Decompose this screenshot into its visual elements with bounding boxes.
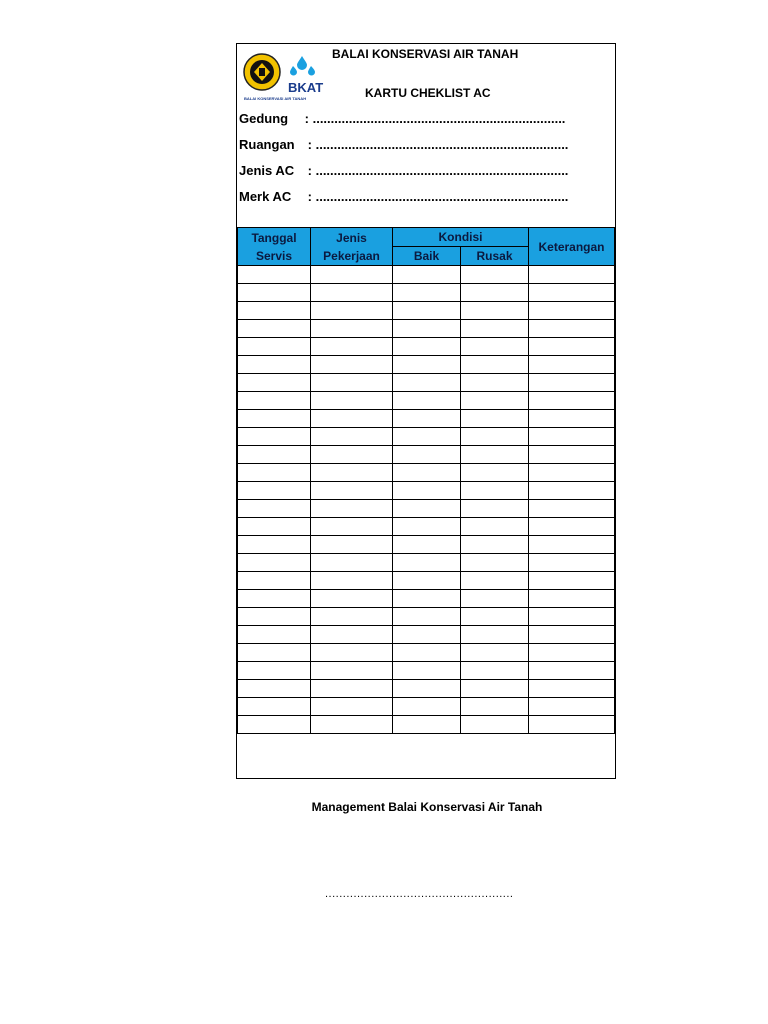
tanggal-cell[interactable] (238, 464, 311, 482)
baik-cell[interactable] (393, 554, 461, 572)
jenis-cell[interactable] (311, 590, 393, 608)
table-row (238, 446, 615, 464)
bkat-logo (242, 50, 326, 102)
jenis-cell[interactable] (311, 464, 393, 482)
rusak-cell[interactable] (461, 662, 529, 680)
rusak-cell[interactable] (461, 698, 529, 716)
baik-cell[interactable] (393, 608, 461, 626)
table-row (238, 716, 615, 734)
baik-cell[interactable] (393, 446, 461, 464)
jenis-cell[interactable] (311, 392, 393, 410)
tanggal-cell[interactable] (238, 428, 311, 446)
tanggal-cell[interactable] (238, 662, 311, 680)
jenis-cell[interactable] (311, 302, 393, 320)
rusak-cell[interactable] (461, 284, 529, 302)
jenis-cell[interactable] (311, 374, 393, 392)
table-row (238, 410, 615, 428)
jenis-cell[interactable] (311, 428, 393, 446)
keterangan-cell[interactable] (529, 500, 615, 518)
jenis-cell[interactable] (311, 410, 393, 428)
table-row (238, 536, 615, 554)
keterangan-cell[interactable] (529, 680, 615, 698)
checklist-table (237, 227, 615, 734)
baik-cell[interactable] (393, 464, 461, 482)
tanggal-cell[interactable] (238, 554, 311, 572)
tanggal-cell[interactable] (238, 320, 311, 338)
field-jenis-ac (239, 163, 568, 178)
rusak-cell[interactable] (461, 680, 529, 698)
tanggal-cell[interactable] (238, 392, 311, 410)
rusak-cell[interactable] (461, 644, 529, 662)
rusak-cell[interactable] (461, 518, 529, 536)
jenis-cell[interactable] (311, 536, 393, 554)
table-row (238, 320, 615, 338)
keterangan-cell[interactable] (529, 536, 615, 554)
rusak-cell[interactable] (461, 554, 529, 572)
jenis-cell[interactable] (311, 626, 393, 644)
table-row (238, 266, 615, 284)
table-row (238, 590, 615, 608)
keterangan-cell[interactable] (529, 266, 615, 284)
col-jenis-line1: Jenis (336, 230, 367, 245)
baik-cell[interactable] (393, 698, 461, 716)
table-row (238, 428, 615, 446)
field-label: Ruangan (239, 137, 295, 152)
table-row (238, 482, 615, 500)
jenis-cell[interactable] (311, 608, 393, 626)
management-title: Management Balai Konservasi Air Tanah (311, 800, 543, 814)
field-ruangan (239, 137, 568, 152)
field-merk-ac (239, 189, 568, 204)
tanggal-cell[interactable] (238, 590, 311, 608)
table-row (238, 698, 615, 716)
card-header (237, 44, 615, 227)
table-row (238, 662, 615, 680)
jenis-cell[interactable] (311, 446, 393, 464)
table-body (238, 266, 615, 734)
table-row (238, 626, 615, 644)
col-tanggal-line2: Servis (255, 248, 293, 263)
keterangan-cell[interactable] (529, 338, 615, 356)
baik-cell[interactable] (393, 644, 461, 662)
field-value[interactable]: ...................................................................... (315, 137, 569, 152)
rusak-cell[interactable] (461, 590, 529, 608)
keterangan-cell[interactable] (529, 446, 615, 464)
keterangan-cell[interactable] (529, 644, 615, 662)
rusak-cell[interactable] (461, 374, 529, 392)
field-label: Merk AC (239, 189, 292, 204)
baik-cell[interactable] (393, 284, 461, 302)
baik-cell[interactable] (393, 518, 461, 536)
rusak-cell[interactable] (461, 536, 529, 554)
baik-cell[interactable] (393, 680, 461, 698)
tanggal-cell[interactable] (238, 284, 311, 302)
jenis-cell[interactable] (311, 356, 393, 374)
table-row (238, 374, 615, 392)
table-row (238, 500, 615, 518)
keterangan-cell[interactable] (529, 482, 615, 500)
tanggal-cell[interactable] (238, 572, 311, 590)
signature-line[interactable]: ..................................................... (325, 888, 514, 900)
col-tanggal-servis (238, 228, 311, 266)
col-keterangan: Keterangan (529, 228, 615, 266)
jenis-cell[interactable] (311, 698, 393, 716)
jenis-cell[interactable] (311, 482, 393, 500)
col-jenis-pekerjaan (311, 228, 393, 266)
baik-cell[interactable] (393, 590, 461, 608)
table-row (238, 608, 615, 626)
rusak-cell[interactable] (461, 302, 529, 320)
rusak-cell[interactable] (461, 608, 529, 626)
jenis-cell[interactable] (311, 644, 393, 662)
tanggal-cell[interactable] (238, 266, 311, 284)
tanggal-cell[interactable] (238, 536, 311, 554)
field-sep: : (307, 189, 312, 204)
field-value[interactable]: ...................................................................... (315, 189, 569, 204)
tanggal-cell[interactable] (238, 698, 311, 716)
baik-cell[interactable] (393, 482, 461, 500)
field-gedung (239, 111, 565, 126)
field-sep: : (307, 137, 312, 152)
col-tanggal-line1: Tanggal (251, 230, 297, 245)
field-sep: : (307, 163, 312, 178)
table-row (238, 644, 615, 662)
organization-title: BALAI KONSERVASI AIR TANAH (332, 47, 519, 61)
field-label: Jenis AC (239, 163, 295, 178)
rusak-cell[interactable] (461, 428, 529, 446)
jenis-cell[interactable] (311, 320, 393, 338)
rusak-cell[interactable] (461, 338, 529, 356)
table-row (238, 518, 615, 536)
keterangan-cell[interactable] (529, 302, 615, 320)
keterangan-cell[interactable] (529, 356, 615, 374)
rusak-cell[interactable] (461, 320, 529, 338)
tanggal-cell[interactable] (238, 518, 311, 536)
baik-cell[interactable] (393, 572, 461, 590)
jenis-cell[interactable] (311, 266, 393, 284)
rusak-cell[interactable] (461, 410, 529, 428)
jenis-cell[interactable] (311, 716, 393, 734)
keterangan-cell[interactable] (529, 518, 615, 536)
tanggal-cell[interactable] (238, 482, 311, 500)
tanggal-cell[interactable] (238, 680, 311, 698)
table-row (238, 464, 615, 482)
col-kondisi: Kondisi (393, 228, 529, 247)
jenis-cell[interactable] (311, 554, 393, 572)
field-label: Gedung (239, 111, 289, 126)
tanggal-cell[interactable] (238, 608, 311, 626)
baik-cell[interactable] (393, 392, 461, 410)
jenis-cell[interactable] (311, 680, 393, 698)
jenis-cell[interactable] (311, 500, 393, 518)
rusak-cell[interactable] (461, 500, 529, 518)
rusak-cell[interactable] (461, 572, 529, 590)
rusak-cell[interactable] (461, 464, 529, 482)
jenis-cell[interactable] (311, 338, 393, 356)
jenis-cell[interactable] (311, 284, 393, 302)
baik-cell[interactable] (393, 626, 461, 644)
rusak-cell[interactable] (461, 626, 529, 644)
baik-cell[interactable] (393, 320, 461, 338)
tanggal-cell[interactable] (238, 500, 311, 518)
tanggal-cell[interactable] (238, 410, 311, 428)
table-row (238, 392, 615, 410)
table-row (238, 338, 615, 356)
table-row (238, 554, 615, 572)
baik-cell[interactable] (393, 662, 461, 680)
tanggal-cell[interactable] (238, 626, 311, 644)
baik-cell[interactable] (393, 356, 461, 374)
keterangan-cell[interactable] (529, 284, 615, 302)
field-value[interactable]: ...................................................................... (315, 163, 569, 178)
rusak-cell[interactable] (461, 392, 529, 410)
baik-cell[interactable] (393, 500, 461, 518)
keterangan-cell[interactable] (529, 464, 615, 482)
tanggal-cell[interactable] (238, 644, 311, 662)
baik-cell[interactable] (393, 410, 461, 428)
rusak-cell[interactable] (461, 266, 529, 284)
col-rusak: Rusak (461, 247, 529, 266)
baik-cell[interactable] (393, 536, 461, 554)
jenis-cell[interactable] (311, 662, 393, 680)
baik-cell[interactable] (393, 428, 461, 446)
keterangan-cell[interactable] (529, 716, 615, 734)
table-row (238, 302, 615, 320)
baik-cell[interactable] (393, 716, 461, 734)
tanggal-cell[interactable] (238, 338, 311, 356)
table-row (238, 356, 615, 374)
tanggal-cell[interactable] (238, 716, 311, 734)
table-row (238, 284, 615, 302)
field-value[interactable]: ...................................................................... (312, 111, 566, 126)
card-title: KARTU CHEKLIST AC (365, 86, 491, 100)
keterangan-cell[interactable] (529, 608, 615, 626)
jenis-cell[interactable] (311, 572, 393, 590)
rusak-cell[interactable] (461, 356, 529, 374)
tanggal-cell[interactable] (238, 302, 311, 320)
col-jenis-line2: Pekerjaan (323, 248, 380, 263)
keterangan-cell[interactable] (529, 374, 615, 392)
keterangan-cell[interactable] (529, 698, 615, 716)
logo-text: BKAT (288, 80, 324, 95)
tanggal-cell[interactable] (238, 356, 311, 374)
keterangan-cell[interactable] (529, 626, 615, 644)
rusak-cell[interactable] (461, 716, 529, 734)
rusak-cell[interactable] (461, 446, 529, 464)
tanggal-cell[interactable] (238, 446, 311, 464)
checklist-card (236, 43, 616, 779)
keterangan-cell[interactable] (529, 320, 615, 338)
tanggal-cell[interactable] (238, 374, 311, 392)
table-row (238, 680, 615, 698)
keterangan-cell[interactable] (529, 572, 615, 590)
keterangan-cell[interactable] (529, 392, 615, 410)
field-sep: : (304, 111, 309, 126)
baik-cell[interactable] (393, 302, 461, 320)
baik-cell[interactable] (393, 374, 461, 392)
table-row (238, 572, 615, 590)
logo-subtext: BALAI KONSERVASI AIR TANAH (244, 96, 307, 101)
keterangan-cell[interactable] (529, 590, 615, 608)
rusak-cell[interactable] (461, 482, 529, 500)
keterangan-cell[interactable] (529, 410, 615, 428)
keterangan-cell[interactable] (529, 662, 615, 680)
col-baik: Baik (393, 247, 461, 266)
keterangan-cell[interactable] (529, 428, 615, 446)
keterangan-cell[interactable] (529, 554, 615, 572)
jenis-cell[interactable] (311, 518, 393, 536)
baik-cell[interactable] (393, 338, 461, 356)
baik-cell[interactable] (393, 266, 461, 284)
